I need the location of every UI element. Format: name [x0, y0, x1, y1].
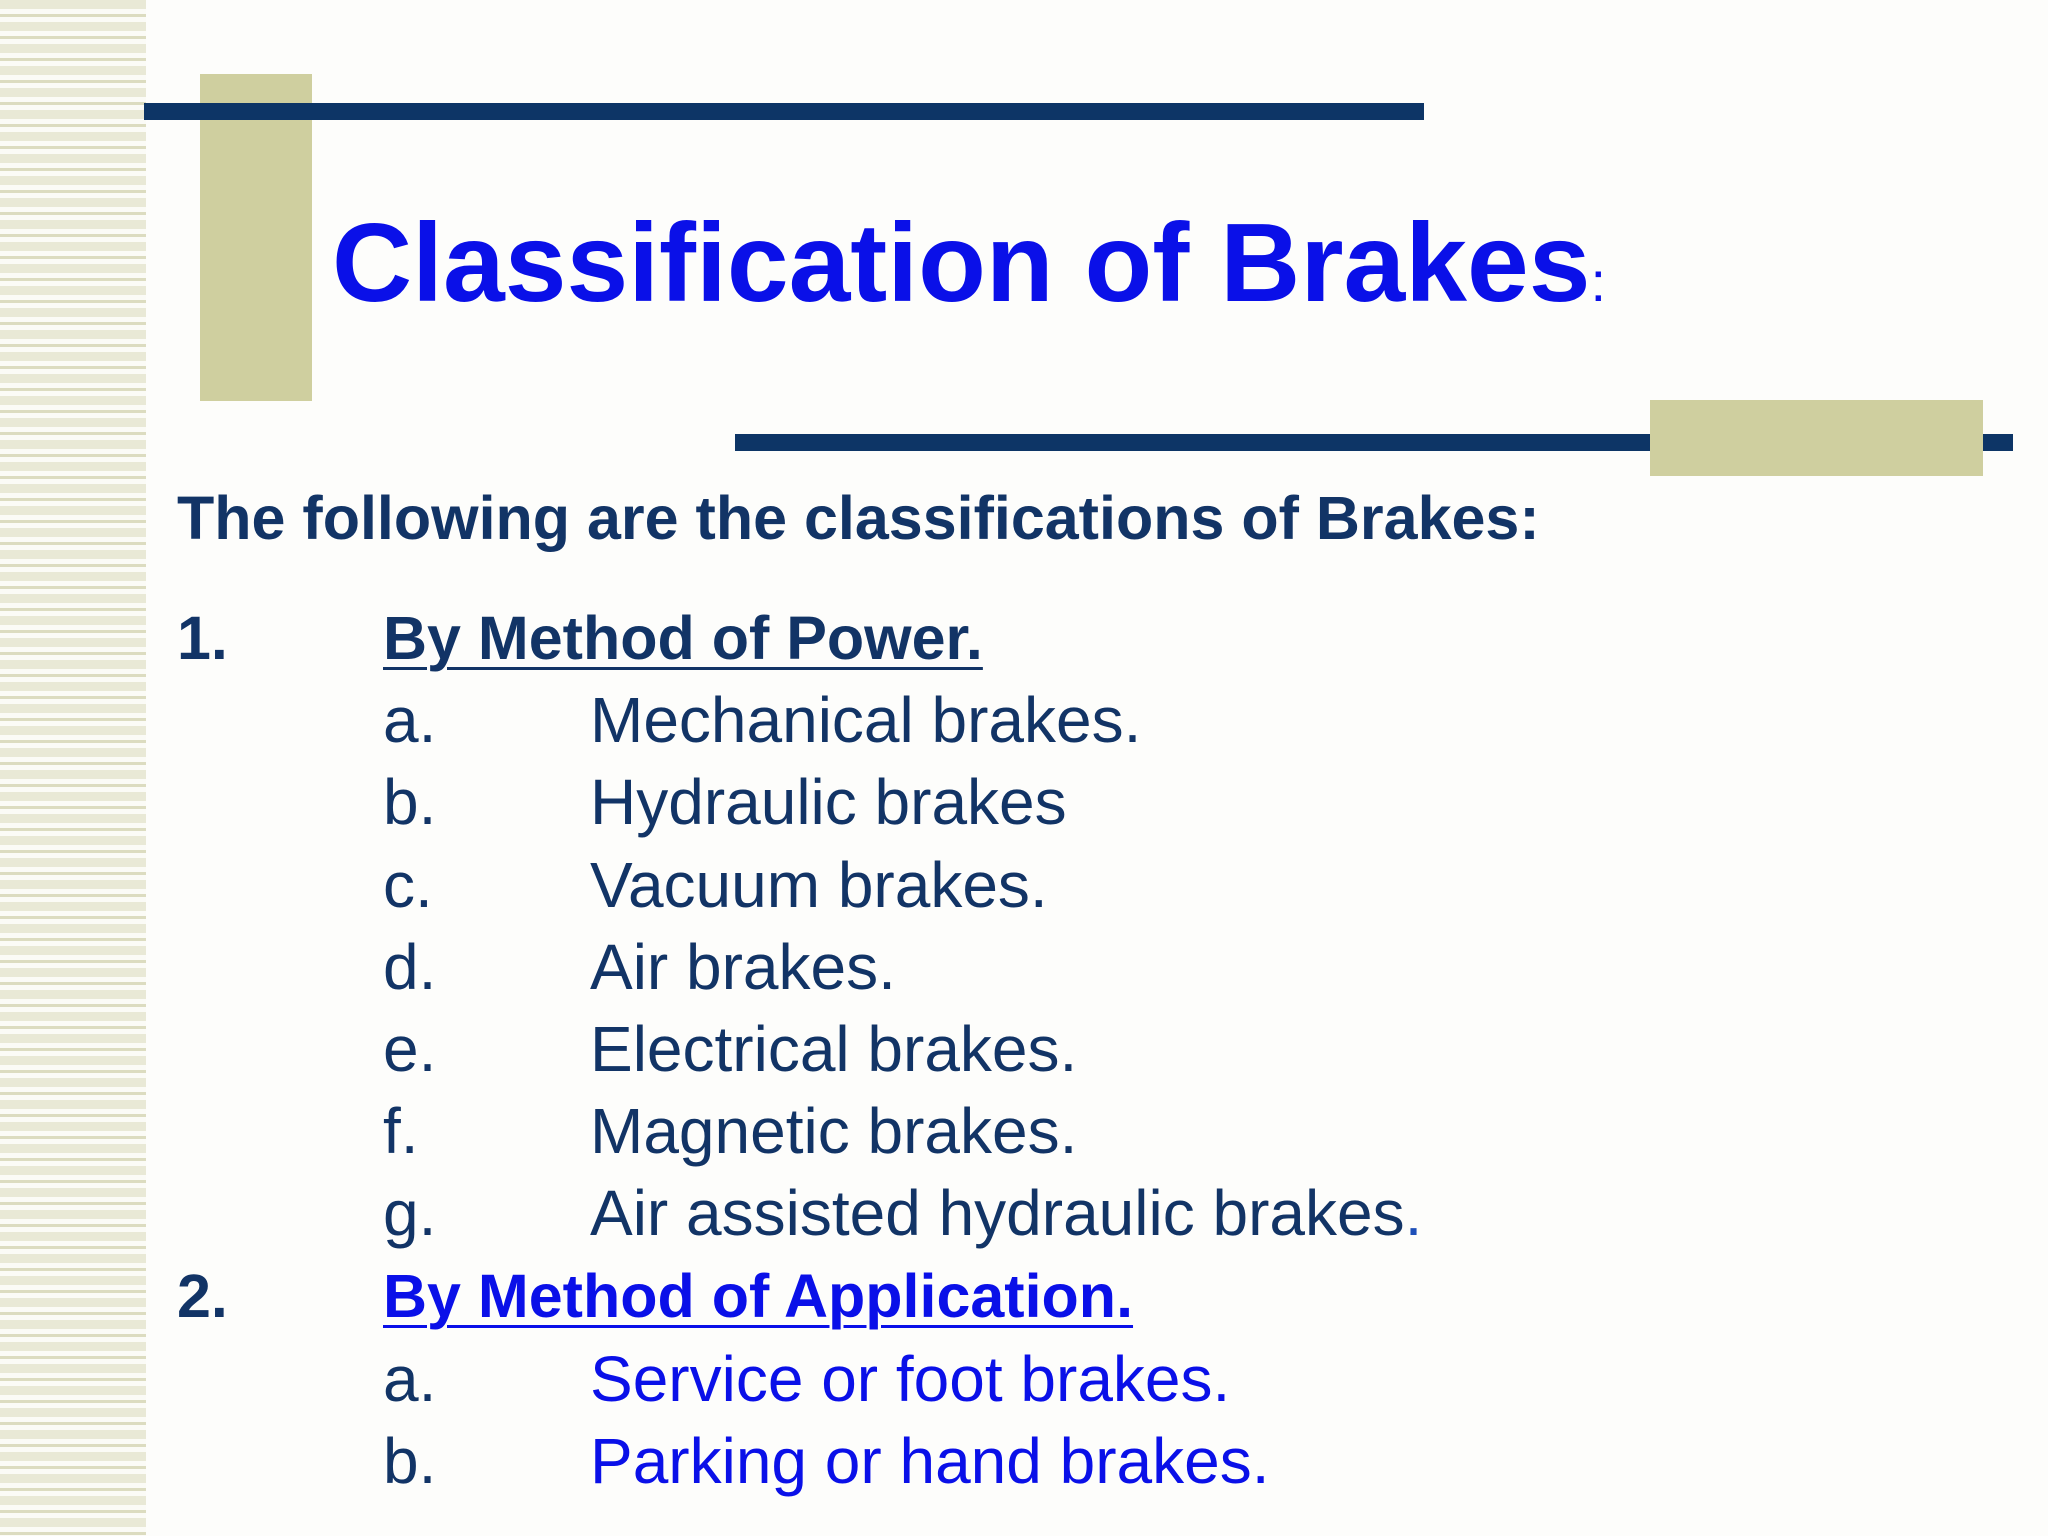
list-item-letter: f. [383, 1095, 419, 1167]
list-item-text: Hydraulic brakes [590, 766, 1067, 838]
list-item-text: Mechanical brakes. [590, 684, 1142, 756]
slide-title [332, 201, 1607, 325]
decorative-olive-block-left [200, 74, 312, 401]
section-2-heading: By Method of Application. [383, 1262, 1134, 1330]
list-item-text: Electrical brakes. [590, 1013, 1078, 1085]
decorative-top-bar [144, 103, 1424, 120]
list-item-letter: a. [383, 684, 437, 756]
slide-title-colon: : [1590, 250, 1607, 313]
list-item-text: Parking or hand brakes. [590, 1425, 1270, 1497]
section-1-number: 1. [177, 604, 228, 672]
section-1-heading: By Method of Power. [383, 604, 983, 672]
list-item-letter: b. [383, 1425, 437, 1497]
list-item-text: Vacuum brakes. [590, 849, 1048, 921]
section-2-number: 2. [177, 1262, 228, 1330]
list-item-letter: d. [383, 931, 437, 1003]
decorative-olive-block-right [1650, 400, 1983, 476]
list-item-text [590, 1177, 1423, 1249]
slide-title-text: Classification of Brakes [332, 201, 1591, 325]
list-item-text-main: Air assisted hydraulic brakes [590, 1177, 1405, 1249]
list-item-trailing-period: . [1404, 1177, 1423, 1249]
decorative-stripe-border [0, 0, 146, 1536]
list-item-text: Magnetic brakes. [590, 1095, 1078, 1167]
list-item-letter: a. [383, 1343, 437, 1415]
list-item-letter: b. [383, 766, 437, 838]
list-item-letter: g. [383, 1177, 437, 1249]
list-item-text: Service or foot brakes. [590, 1343, 1231, 1415]
list-item-letter: e. [383, 1013, 437, 1085]
intro-text: The following are the classifications of Brakes: [177, 484, 1540, 552]
list-item-letter: c. [383, 849, 433, 921]
list-item-text: Air brakes. [590, 931, 896, 1003]
